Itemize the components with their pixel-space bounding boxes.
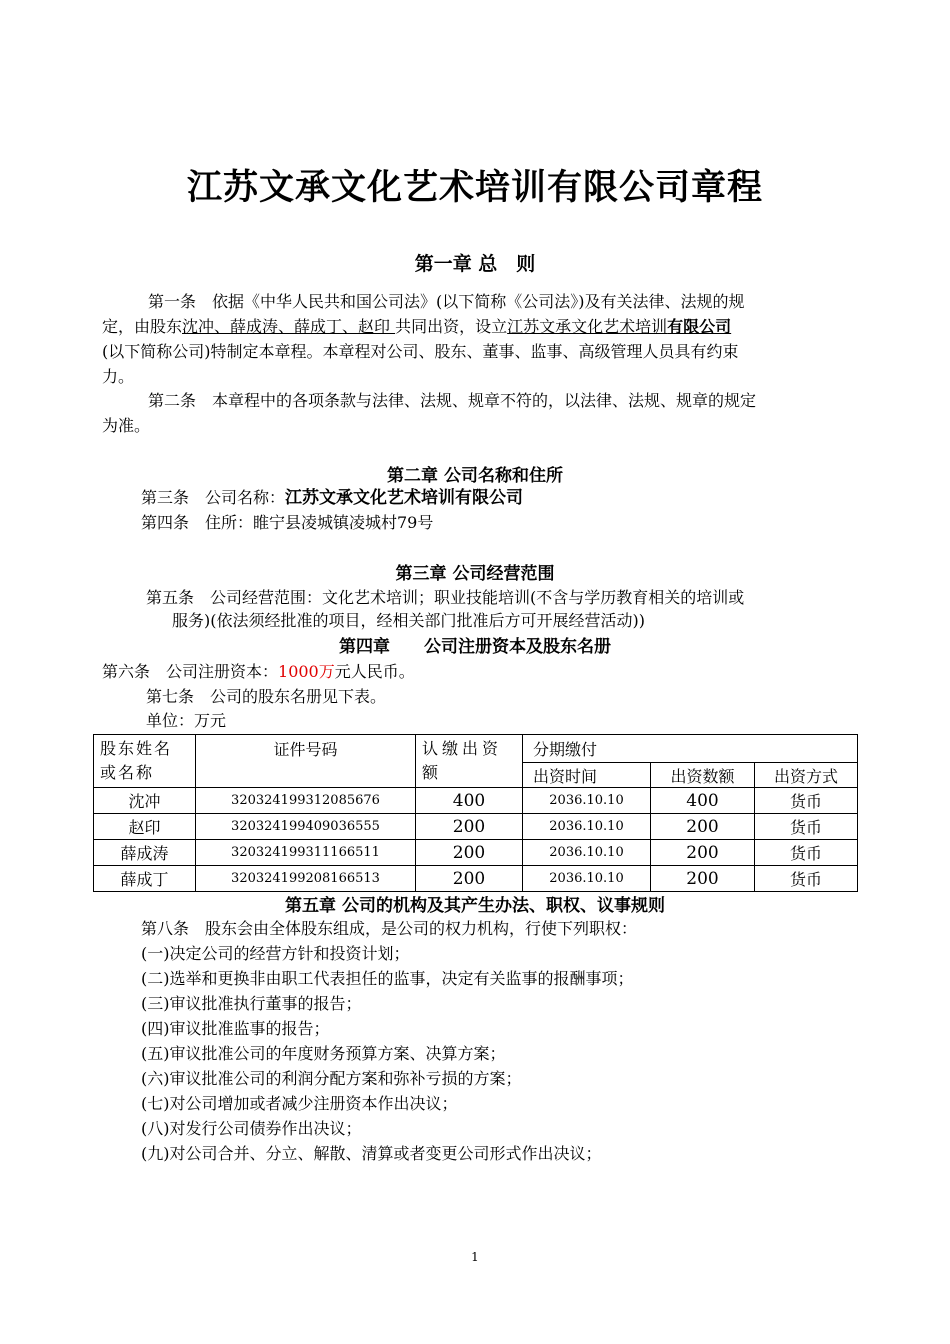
unit-label: 单位：万元 <box>146 711 227 730</box>
header-installment: 分期缴付 <box>523 735 858 763</box>
article-4: 第四条 住所：睢宁县凌城镇凌城村79号 <box>141 513 434 532</box>
list-item: (六)审议批准公司的利润分配方案和弥补亏损的方案； <box>141 1069 522 1088</box>
cell-subscribed: 200 <box>416 840 523 866</box>
article-6 <box>102 659 415 684</box>
cell-time: 2036.10.10 <box>523 788 651 814</box>
list-item: (二)选举和更换非由职工代表担任的监事，决定有关监事的报酬事项； <box>141 969 634 988</box>
header-contribution-method: 出资方式 <box>755 763 858 788</box>
list-item: (五)审议批准公司的年度财务预算方案、决算方案； <box>141 1044 506 1063</box>
article-1-line-2 <box>102 314 731 339</box>
company-name-underlined: 江苏文承文化艺术培训 <box>507 317 668 336</box>
cell-id: 320324199312085676 <box>196 788 416 814</box>
chapter-5-heading: 第五章 公司的机构及其产生办法、职权、议事规则 <box>285 896 665 916</box>
table-row <box>94 840 858 866</box>
cell-name: 沈冲 <box>94 788 196 814</box>
cell-name: 薛成丁 <box>94 866 196 892</box>
header-shareholder-name: 股东姓名或名称 <box>94 735 196 788</box>
cell-name: 薛成涛 <box>94 840 196 866</box>
article-1-line-3: (以下简称公司)特制定本章程。本章程对公司、股东、董事、监事、高级管理人员具有约束 <box>102 342 739 361</box>
registered-capital-amount: 1000万 <box>278 662 335 681</box>
cell-time: 2036.10.10 <box>523 814 651 840</box>
cell-amount: 200 <box>651 866 755 892</box>
cell-time: 2036.10.10 <box>523 866 651 892</box>
cell-method: 货币 <box>755 814 858 840</box>
article-5-line-1: 第五条 公司经营范围：文化艺术培训；职业技能培训(不含与学历教育相关的培训或 <box>146 588 745 607</box>
cell-time: 2036.10.10 <box>523 840 651 866</box>
header-contribution-time: 出资时间 <box>523 763 651 788</box>
cell-amount: 200 <box>651 840 755 866</box>
header-subscribed-capital: 认缴出资额 <box>416 735 523 788</box>
article-1-text-a: 定，由股东 <box>102 317 183 336</box>
cell-id: 320324199208166513 <box>196 866 416 892</box>
cell-method: 货币 <box>755 788 858 814</box>
list-item: (三)审议批准执行董事的报告； <box>141 994 362 1013</box>
chapter-3-heading: 第三章 公司经营范围 <box>395 564 555 584</box>
cell-subscribed: 200 <box>416 866 523 892</box>
document-title: 江苏文承文化艺术培训有限公司章程 <box>186 167 763 208</box>
article-1-line-4: 力。 <box>102 367 135 386</box>
article-1-line-1: 第一条 依据《中华人民共和国公司法》(以下简称《公司法》)及有关法律、法规的规 <box>148 292 745 311</box>
article-7: 第七条 公司的股东名册见下表。 <box>146 687 387 706</box>
chapter-2-heading: 第二章 公司名称和住所 <box>387 466 563 486</box>
article-6-text-a: 第六条 公司注册资本： <box>102 662 279 681</box>
page-number: 1 <box>471 1250 479 1264</box>
cell-method: 货币 <box>755 840 858 866</box>
cell-amount: 200 <box>651 814 755 840</box>
list-item: (四)审议批准监事的报告； <box>141 1019 330 1038</box>
article-3-label: 第三条 公司名称： <box>141 488 286 507</box>
shareholder-names: 沈冲、薛成涛、薛成丁、赵印 <box>182 317 396 336</box>
article-2-line-2: 为准。 <box>102 416 151 435</box>
article-6-text-b: 元人民币。 <box>334 662 415 681</box>
cell-amount: 400 <box>651 788 755 814</box>
list-item: (一)决定公司的经营方针和投资计划； <box>141 944 410 963</box>
article-5-line-2: 服务)(依法须经批准的项目，经相关部门批准后方可开展经营活动)) <box>172 611 645 630</box>
shareholder-table <box>93 734 858 892</box>
cell-subscribed: 200 <box>416 814 523 840</box>
list-item: (七)对公司增加或者减少注册资本作出决议； <box>141 1094 458 1113</box>
cell-name: 赵印 <box>94 814 196 840</box>
table-row <box>94 788 858 814</box>
list-item: (八)对发行公司债券作出决议； <box>141 1119 362 1138</box>
header-id-number: 证件号码 <box>196 735 416 788</box>
article-2-line-1: 第二条 本章程中的各项条款与法律、法规、规章不符的，以法律、法规、规章的规定 <box>148 391 757 410</box>
article-3 <box>141 485 523 511</box>
cell-method: 货币 <box>755 866 858 892</box>
table-row <box>94 866 858 892</box>
table-row <box>94 814 858 840</box>
chapter-4-heading: 第四章 公司注册资本及股东名册 <box>339 637 611 657</box>
article-8: 第八条 股东会由全体股东组成，是公司的权力机构，行使下列职权： <box>141 919 638 938</box>
header-contribution-amount: 出资数额 <box>651 763 755 788</box>
cell-id: 320324199311166511 <box>196 840 416 866</box>
company-suffix: 有限公司 <box>667 317 732 336</box>
article-1-text-c: 共同出资，设立 <box>395 317 508 336</box>
article-3-company-name: 江苏文承文化艺术培训有限公司 <box>285 488 524 508</box>
cell-subscribed: 400 <box>416 788 523 814</box>
chapter-1-heading: 第一章 总 则 <box>414 253 536 275</box>
list-item: (九)对公司合并、分立、解散、清算或者变更公司形式作出决议； <box>141 1144 602 1163</box>
cell-id: 320324199409036555 <box>196 814 416 840</box>
